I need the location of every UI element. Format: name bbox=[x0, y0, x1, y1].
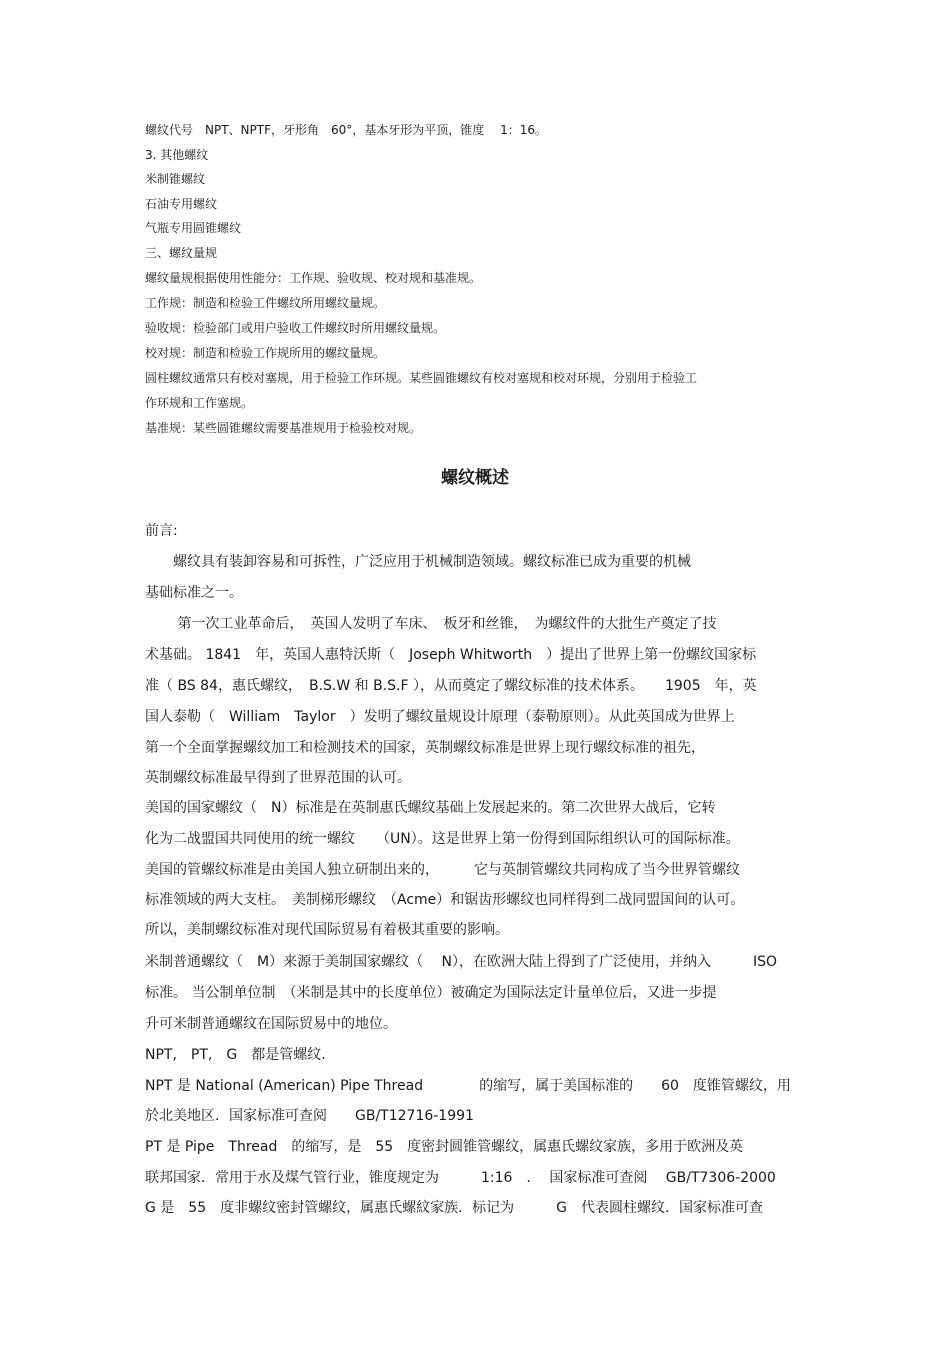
body-line-18: NPT, PT, G 都是管螺纹. bbox=[145, 1047, 326, 1063]
body-line-17: 升可米制普通螺纹在国际贸易中的地位。 bbox=[145, 1016, 397, 1032]
top-line-13: 基准规：某些圆锥螺纹需要基准规用于检验校对规。 bbox=[145, 421, 422, 435]
body-line-22: 联邦国家．常用于水及煤气管行业，锥度规定为 1:16 . 国家标准可查阅 GB/T7306-2000 bbox=[145, 1170, 776, 1186]
top-line-11: 圆柱螺纹通常只有校对塞规，用于检验工作环规。某些圆锥螺纹有校对塞规和校对环规，分别用于检验工 bbox=[145, 371, 698, 385]
body-line-12: 美国的管螺纹标准是由美国人独立研制出来的， 它与英制管螺纹共同构成了当今世界管螺纹 bbox=[145, 862, 740, 878]
top-line-7: 螺纹量规根据使用性能分：工作规、验收规、校对规和基准规。 bbox=[145, 271, 482, 285]
top-line-1: 螺纹代号 NPT、NPTF，牙形角 60°，基本牙形为平顶，锥度 1：16。 bbox=[145, 123, 547, 137]
body-line-1: 前言: bbox=[145, 523, 178, 539]
body-line-11: 化为二战盟国共同使用的统一螺纹 （UN）。这是世界上第一份得到国际组织认可的国际标准。 bbox=[145, 831, 740, 847]
body-line-16: 标准。 当公制单位制 （米制是其中的长度单位）被确定为国际法定计量单位后，又进一步提 bbox=[145, 985, 717, 1001]
top-line-6: 三、螺纹量规 bbox=[145, 246, 218, 260]
top-line-5: 气瓶专用圆锥螺纹 bbox=[145, 221, 242, 235]
body-line-7: 国人泰勒（ William Taylor ）发明了螺纹量规设计原理（泰勒原则）。从此英国成为世界上 bbox=[145, 709, 735, 725]
body-line-13: 标准领域的两大支柱。 美制梯形螺纹 （Acme）和锯齿形螺纹也同样得到二战同盟国间的认可。 bbox=[145, 892, 745, 908]
body-line-19: NPT 是 National (American) Pipe Thread 的缩写，属于美国标准的 60 度锥管螺纹，用 bbox=[145, 1078, 791, 1094]
body-line-9: 英制螺纹标准最早得到了世界范围的认可。 bbox=[145, 770, 411, 786]
section-heading: 螺纹概述 bbox=[441, 468, 509, 488]
body-line-21: PT 是 Pipe Thread 的缩写，是 55 度密封圆锥管螺纹，属惠氏螺纹家族，多用于欧洲及英 bbox=[145, 1139, 744, 1155]
body-line-2: 螺纹具有装卸容易和可拆性，广泛应用于机械制造领域。螺纹标准已成为重要的机械 bbox=[145, 554, 691, 570]
body-line-4: 第一次工业革命后， 英国人发明了车床、 板牙和丝锥， 为螺纹件的大批生产奠定了技 bbox=[145, 616, 717, 632]
top-line-8: 工作规：制造和检验工件螺纹所用螺纹量规。 bbox=[145, 296, 386, 310]
body-line-5: 术基础。 1841 年，英国人惠特沃斯（ Joseph Whitworth ）提出了世界上第一份螺纹国家标 bbox=[145, 647, 757, 663]
body-line-10: 美国的国家螺纹（ N）标准是在英制惠氏螺纹基础上发展起来的。第二次世界大战后，它转 bbox=[145, 800, 716, 816]
top-line-12: 作环规和工作塞规。 bbox=[145, 396, 254, 410]
body-line-15: 米制普通螺纹（ M）来源于美制国家螺纹（ N），在欧洲大陆上得到了广泛使用，并纳入 ISO bbox=[145, 954, 778, 970]
body-line-6: 准（ BS 84，惠氏螺纹， B.S.W 和 B.S.F ），从而奠定了螺纹标准的技术体系。 1905 年，英 bbox=[145, 678, 757, 694]
body-line-23: G 是 55 度非螺纹密封管螺纹，属惠氏螺紋家族．标记为 G 代表圆柱螺纹．国家标准可查 bbox=[145, 1200, 763, 1216]
body-line-3: 基础标准之一。 bbox=[145, 585, 243, 601]
top-line-2: 3. 其他螺纹 bbox=[145, 148, 209, 162]
top-line-3: 米制锥螺纹 bbox=[145, 172, 206, 186]
top-line-10: 校对规：制造和检验工作规所用的螺纹量规。 bbox=[145, 346, 386, 360]
top-line-9: 验收规：检验部门或用户验收工件螺纹时所用螺纹量规。 bbox=[145, 321, 446, 335]
body-line-14: 所以，美制螺纹标准对现代国际贸易有着极其重要的影响。 bbox=[145, 922, 509, 938]
top-line-4: 石油专用螺纹 bbox=[145, 197, 218, 211]
body-line-8: 第一个全面掌握螺纹加工和检测技术的国家，英制螺纹标准是世界上现行螺纹标准的祖先， bbox=[145, 740, 705, 756]
body-line-20: 於北美地区．国家标准可查阅 GB/T12716-1991 bbox=[145, 1108, 474, 1124]
